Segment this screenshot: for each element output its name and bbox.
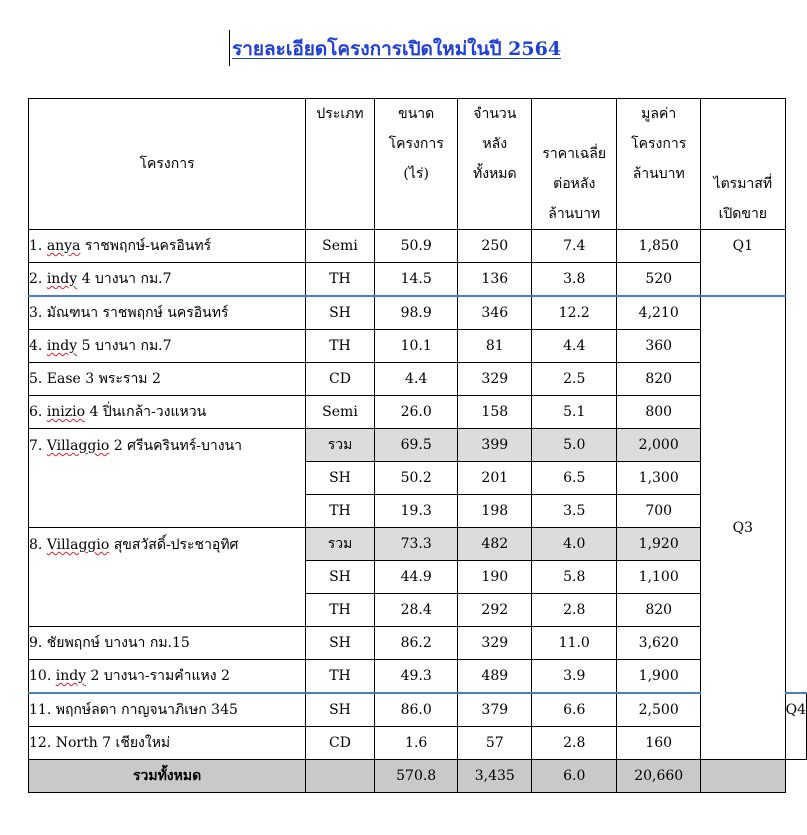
text-cursor: [229, 30, 230, 66]
project-size: 86.0: [374, 693, 458, 727]
project-type: SH: [306, 627, 375, 660]
table-row: [29, 660, 807, 694]
table-row: [29, 263, 807, 297]
project-name: 8. Villaggio สุขสวัสดิ์-ประชาอุทิศ: [29, 528, 306, 627]
project-size: 1.6: [374, 727, 458, 760]
project-units: 158: [458, 396, 532, 429]
project-avg-price: 4.0: [532, 528, 617, 561]
project-value: 2,500: [617, 693, 701, 727]
projects-table: [28, 98, 807, 793]
project-type: CD: [306, 727, 375, 760]
project-units: 57: [458, 727, 532, 760]
project-type: TH: [306, 263, 375, 297]
project-avg-price: 5.1: [532, 396, 617, 429]
project-value: 520: [617, 263, 701, 297]
project-avg-price: 5.8: [532, 561, 617, 594]
table-row: [29, 396, 807, 429]
project-avg-price: 3.9: [532, 660, 617, 694]
project-type: Semi: [306, 396, 375, 429]
project-type: CD: [306, 363, 375, 396]
project-size: 14.5: [374, 263, 458, 297]
total-units: 3,435: [458, 760, 532, 793]
project-value: 4,210: [617, 296, 701, 330]
project-units: 379: [458, 693, 532, 727]
project-size: 26.0: [374, 396, 458, 429]
project-units: 250: [458, 230, 532, 263]
table-row: [29, 528, 807, 561]
table-row: [29, 330, 807, 363]
project-value: 820: [617, 594, 701, 627]
project-size: 4.4: [374, 363, 458, 396]
project-size: 44.9: [374, 561, 458, 594]
project-type: SH: [306, 462, 375, 495]
project-type: SH: [306, 561, 375, 594]
project-type: รวม: [306, 429, 375, 462]
header-units: จำนวน หลัง ทั้งหมด: [458, 99, 532, 230]
project-avg-price: 11.0: [532, 627, 617, 660]
project-units: 399: [458, 429, 532, 462]
project-type: TH: [306, 495, 375, 528]
project-size: 19.3: [374, 495, 458, 528]
project-avg-price: 3.5: [532, 495, 617, 528]
total-value: 20,660: [617, 760, 701, 793]
project-units: 292: [458, 594, 532, 627]
project-type: TH: [306, 594, 375, 627]
project-type: TH: [306, 330, 375, 363]
project-units: 190: [458, 561, 532, 594]
project-type: SH: [306, 296, 375, 330]
document-title: รายละเอียดโครงการเปิดใหม่ในปี 2564: [232, 38, 562, 60]
total-quarter: [701, 760, 786, 793]
project-avg-price: 6.6: [532, 693, 617, 727]
total-type: [306, 760, 375, 793]
header-row: [29, 99, 807, 230]
project-value: 1,300: [617, 462, 701, 495]
project-size: 86.2: [374, 627, 458, 660]
project-name: 7. Villaggio 2 ศรีนครินทร์-บางนา: [29, 429, 306, 528]
header-avg-price: ราคาเฉลี่ย ต่อหลัง ล้านบาท: [532, 99, 617, 230]
project-type: รวม: [306, 528, 375, 561]
project-size: 49.3: [374, 660, 458, 694]
project-avg-price: 3.8: [532, 263, 617, 297]
project-units: 136: [458, 263, 532, 297]
quarter-cell: Q3: [701, 296, 786, 760]
project-name: 2. indy 4 บางนา กม.7: [29, 263, 306, 297]
project-units: 482: [458, 528, 532, 561]
project-units: 329: [458, 627, 532, 660]
project-name: 10. indy 2 บางนา-รามคำแหง 2: [29, 660, 306, 694]
project-value: 2,000: [617, 429, 701, 462]
project-avg-price: 2.5: [532, 363, 617, 396]
header-size: ขนาด โครงการ (ไร่): [374, 99, 458, 230]
header-quarter: ไตรมาสที่ เปิดขาย: [701, 99, 786, 230]
project-value: 360: [617, 330, 701, 363]
project-size: 73.3: [374, 528, 458, 561]
project-type: SH: [306, 693, 375, 727]
total-avg-price: 6.0: [532, 760, 617, 793]
project-name: 9. ชัยพฤกษ์ บางนา กม.15: [29, 627, 306, 660]
project-avg-price: 2.8: [532, 727, 617, 760]
project-name: 5. Ease 3 พระราม 2: [29, 363, 306, 396]
total-size: 570.8: [374, 760, 458, 793]
project-units: 198: [458, 495, 532, 528]
project-value: 3,620: [617, 627, 701, 660]
table-row: [29, 429, 807, 462]
total-label: รวมทั้งหมด: [29, 760, 306, 793]
project-value: 160: [617, 727, 701, 760]
table-row: [29, 727, 807, 760]
project-units: 201: [458, 462, 532, 495]
project-size: 98.9: [374, 296, 458, 330]
project-size: 50.9: [374, 230, 458, 263]
project-type: Semi: [306, 230, 375, 263]
project-value: 700: [617, 495, 701, 528]
table-row: [29, 627, 807, 660]
header-value: มูลค่า โครงการ ล้านบาท: [617, 99, 701, 230]
project-avg-price: 6.5: [532, 462, 617, 495]
quarter-cell: Q1: [701, 230, 786, 297]
project-units: 81: [458, 330, 532, 363]
project-size: 50.2: [374, 462, 458, 495]
project-value: 1,900: [617, 660, 701, 694]
project-value: 1,100: [617, 561, 701, 594]
project-units: 489: [458, 660, 532, 694]
header-project: โครงการ: [29, 99, 306, 230]
project-size: 10.1: [374, 330, 458, 363]
table-row: [29, 363, 807, 396]
header-type: ประเภท: [306, 99, 375, 230]
table-row: [29, 296, 807, 330]
table-row: [29, 230, 807, 263]
project-size: 28.4: [374, 594, 458, 627]
project-value: 820: [617, 363, 701, 396]
table-row: [29, 693, 807, 727]
project-avg-price: 2.8: [532, 594, 617, 627]
project-name: 3. มัณฑนา ราชพฤกษ์ นครอินทร์: [29, 296, 306, 330]
project-name: 12. North 7 เชียงใหม่: [29, 727, 306, 760]
project-units: 329: [458, 363, 532, 396]
project-name: 6. inizio 4 ปิ่นเกล้า-วงแหวน: [29, 396, 306, 429]
project-avg-price: 5.0: [532, 429, 617, 462]
project-name: 11. พฤกษ์ลดา กาญจนาภิเษก 345: [29, 693, 306, 727]
project-type: TH: [306, 660, 375, 694]
project-name: 1. anya ราชพฤกษ์-นครอินทร์: [29, 230, 306, 263]
project-value: 1,920: [617, 528, 701, 561]
project-name: 4. indy 5 บางนา กม.7: [29, 330, 306, 363]
project-size: 69.5: [374, 429, 458, 462]
project-value: 800: [617, 396, 701, 429]
project-value: 1,850: [617, 230, 701, 263]
project-avg-price: 4.4: [532, 330, 617, 363]
project-avg-price: 7.4: [532, 230, 617, 263]
project-avg-price: 12.2: [532, 296, 617, 330]
quarter-cell: Q4: [785, 693, 806, 760]
total-row: [29, 760, 807, 793]
project-units: 346: [458, 296, 532, 330]
